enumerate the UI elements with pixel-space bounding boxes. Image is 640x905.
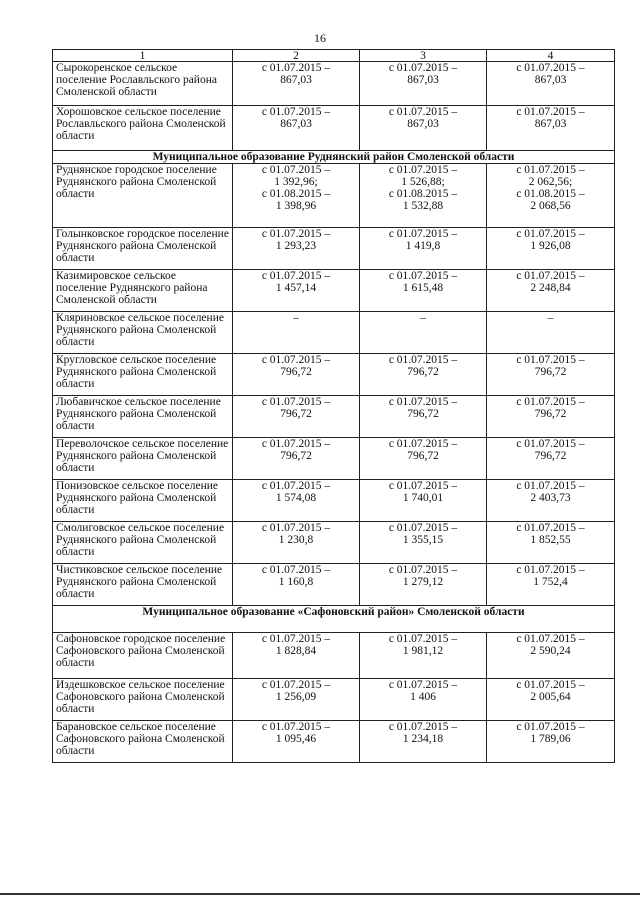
municipality-name: Кляриновское сельское поселение Руднянского района Смоленской области bbox=[53, 312, 233, 354]
tariff-value-c2: с 01.07.2015 – 1 256,09 bbox=[233, 679, 360, 721]
header-cell: 1 bbox=[53, 50, 233, 62]
tariff-value-c3: с 01.07.2015 – 796,72 bbox=[360, 396, 487, 438]
tariff-value-c4: с 01.07.2015 – 2 403,73 bbox=[487, 480, 615, 522]
tariff-value-c4: с 01.07.2015 – 2 248,84 bbox=[487, 270, 615, 312]
municipality-name: Кругловское сельское поселение Руднянского района Смоленской области bbox=[53, 354, 233, 396]
municipality-name: Понизовское сельское поселение Руднянского района Смоленской области bbox=[53, 480, 233, 522]
municipality-name: Переволочское сельское поселение Руднянского района Смоленской области bbox=[53, 438, 233, 480]
header-cell: 3 bbox=[360, 50, 487, 62]
table-row bbox=[53, 438, 615, 480]
tariff-value-c3: с 01.07.2015 – 867,03 bbox=[360, 62, 487, 106]
bottom-rule bbox=[0, 893, 640, 895]
table-row bbox=[53, 396, 615, 438]
table-row bbox=[53, 564, 615, 606]
tariff-value-c2: с 01.07.2015 – 1 392,96; с 01.08.2015 – 1 398,96 bbox=[233, 164, 360, 228]
municipality-name: Сафоновское городское поселение Сафоновского района Смоленской области bbox=[53, 633, 233, 679]
table-row bbox=[53, 522, 615, 564]
table-row bbox=[53, 164, 615, 228]
header-cell: 2 bbox=[233, 50, 360, 62]
tariff-value-c3: с 01.07.2015 – 796,72 bbox=[360, 354, 487, 396]
municipality-name: Барановское сельское поселение Сафоновского района Смоленской области bbox=[53, 721, 233, 763]
tariff-value-c3: с 01.07.2015 – 1 419,8 bbox=[360, 228, 487, 270]
municipality-name: Сырокоренское сельское поселение Рославльского района Смоленской области bbox=[53, 62, 233, 106]
tariff-value-c4: с 01.07.2015 – 796,72 bbox=[487, 396, 615, 438]
table-row bbox=[53, 106, 615, 151]
municipality-name: Голынковское городское поселение Руднянского района Смоленской области bbox=[53, 228, 233, 270]
municipality-name: Хорошовское сельское поселение Рославльского района Смоленской области bbox=[53, 106, 233, 151]
tariff-value-c3: с 01.07.2015 – 1 981,12 bbox=[360, 633, 487, 679]
section-title: Муниципальное образование «Сафоновский район» Смоленской области bbox=[53, 606, 615, 633]
tariff-value-c4: с 01.07.2015 – 2 590,24 bbox=[487, 633, 615, 679]
tariff-value-c4: с 01.07.2015 – 1 789,06 bbox=[487, 721, 615, 763]
tariff-value-c3: с 01.07.2015 – 1 406 bbox=[360, 679, 487, 721]
municipality-name: Руднянское городское поселение Руднянского района Смоленской области bbox=[53, 164, 233, 228]
municipality-name: Любавичское сельское поселение Руднянского района Смоленской области bbox=[53, 396, 233, 438]
tariff-value-c3: с 01.07.2015 – 1 279,12 bbox=[360, 564, 487, 606]
municipality-name: Чистиковское сельское поселение Руднянского района Смоленской области bbox=[53, 564, 233, 606]
table-row bbox=[53, 270, 615, 312]
tariff-value-c2: с 01.07.2015 – 796,72 bbox=[233, 354, 360, 396]
tariff-value-c2: с 01.07.2015 – 796,72 bbox=[233, 438, 360, 480]
tariff-value-c2: с 01.07.2015 – 1 095,46 bbox=[233, 721, 360, 763]
tariff-value-c4: с 01.07.2015 – 1 852,55 bbox=[487, 522, 615, 564]
header-row bbox=[53, 50, 615, 62]
tariff-value-c4: с 01.07.2015 – 1 926,08 bbox=[487, 228, 615, 270]
tariff-value-c3: с 01.07.2015 – 1 234,18 bbox=[360, 721, 487, 763]
tariff-value-c4: с 01.07.2015 – 867,03 bbox=[487, 106, 615, 151]
tariff-table bbox=[52, 49, 615, 763]
tariff-value-c4: с 01.07.2015 – 867,03 bbox=[487, 62, 615, 106]
tariff-value-c2: с 01.07.2015 – 1 293,23 bbox=[233, 228, 360, 270]
tariff-value-c2: с 01.07.2015 – 796,72 bbox=[233, 396, 360, 438]
tariff-value-c3: с 01.07.2015 – 1 526,88; с 01.08.2015 – 1 532,88 bbox=[360, 164, 487, 228]
tariff-value-c3: с 01.07.2015 – 1 615,48 bbox=[360, 270, 487, 312]
tariff-value-c4: с 01.07.2015 – 1 752,4 bbox=[487, 564, 615, 606]
tariff-value-c2: с 01.07.2015 – 867,03 bbox=[233, 62, 360, 106]
header-cell: 4 bbox=[487, 50, 615, 62]
table-row bbox=[53, 679, 615, 721]
table-row bbox=[53, 480, 615, 522]
page-number: 16 bbox=[314, 31, 326, 45]
tariff-value-c3: с 01.07.2015 – 867,03 bbox=[360, 106, 487, 151]
table-row bbox=[53, 633, 615, 679]
table-row bbox=[53, 62, 615, 106]
table-row bbox=[53, 354, 615, 396]
section-row bbox=[53, 606, 615, 633]
tariff-value-c2: с 01.07.2015 – 1 457,14 bbox=[233, 270, 360, 312]
tariff-value-c4: с 01.07.2015 – 2 005,64 bbox=[487, 679, 615, 721]
municipality-name: Издешковское сельское поселение Сафоновского района Смоленской области bbox=[53, 679, 233, 721]
municipality-name: Смолиговское сельское поселение Руднянского района Смоленской области bbox=[53, 522, 233, 564]
tariff-value-c4: с 01.07.2015 – 796,72 bbox=[487, 438, 615, 480]
tariff-value-c2: с 01.07.2015 – 1 230,8 bbox=[233, 522, 360, 564]
tariff-value-c3: – bbox=[360, 312, 487, 354]
table-row bbox=[53, 721, 615, 763]
table-row bbox=[53, 312, 615, 354]
table-row bbox=[53, 228, 615, 270]
tariff-value-c3: с 01.07.2015 – 1 355,15 bbox=[360, 522, 487, 564]
tariff-value-c2: с 01.07.2015 – 867,03 bbox=[233, 106, 360, 151]
tariff-value-c2: с 01.07.2015 – 1 828,84 bbox=[233, 633, 360, 679]
tariff-value-c2: с 01.07.2015 – 1 160,8 bbox=[233, 564, 360, 606]
tariff-value-c2: с 01.07.2015 – 1 574,08 bbox=[233, 480, 360, 522]
tariff-value-c4: с 01.07.2015 – 2 062,56; с 01.08.2015 – 2 068,56 bbox=[487, 164, 615, 228]
section-row bbox=[53, 151, 615, 164]
municipality-name: Казимировское сельское поселение Руднянского района Смоленской области bbox=[53, 270, 233, 312]
tariff-value-c4: с 01.07.2015 – 796,72 bbox=[487, 354, 615, 396]
section-title: Муниципальное образование Руднянский район Смоленской области bbox=[53, 151, 615, 164]
tariff-value-c4: – bbox=[487, 312, 615, 354]
tariff-value-c2: – bbox=[233, 312, 360, 354]
tariff-value-c3: с 01.07.2015 – 1 740,01 bbox=[360, 480, 487, 522]
tariff-value-c3: с 01.07.2015 – 796,72 bbox=[360, 438, 487, 480]
